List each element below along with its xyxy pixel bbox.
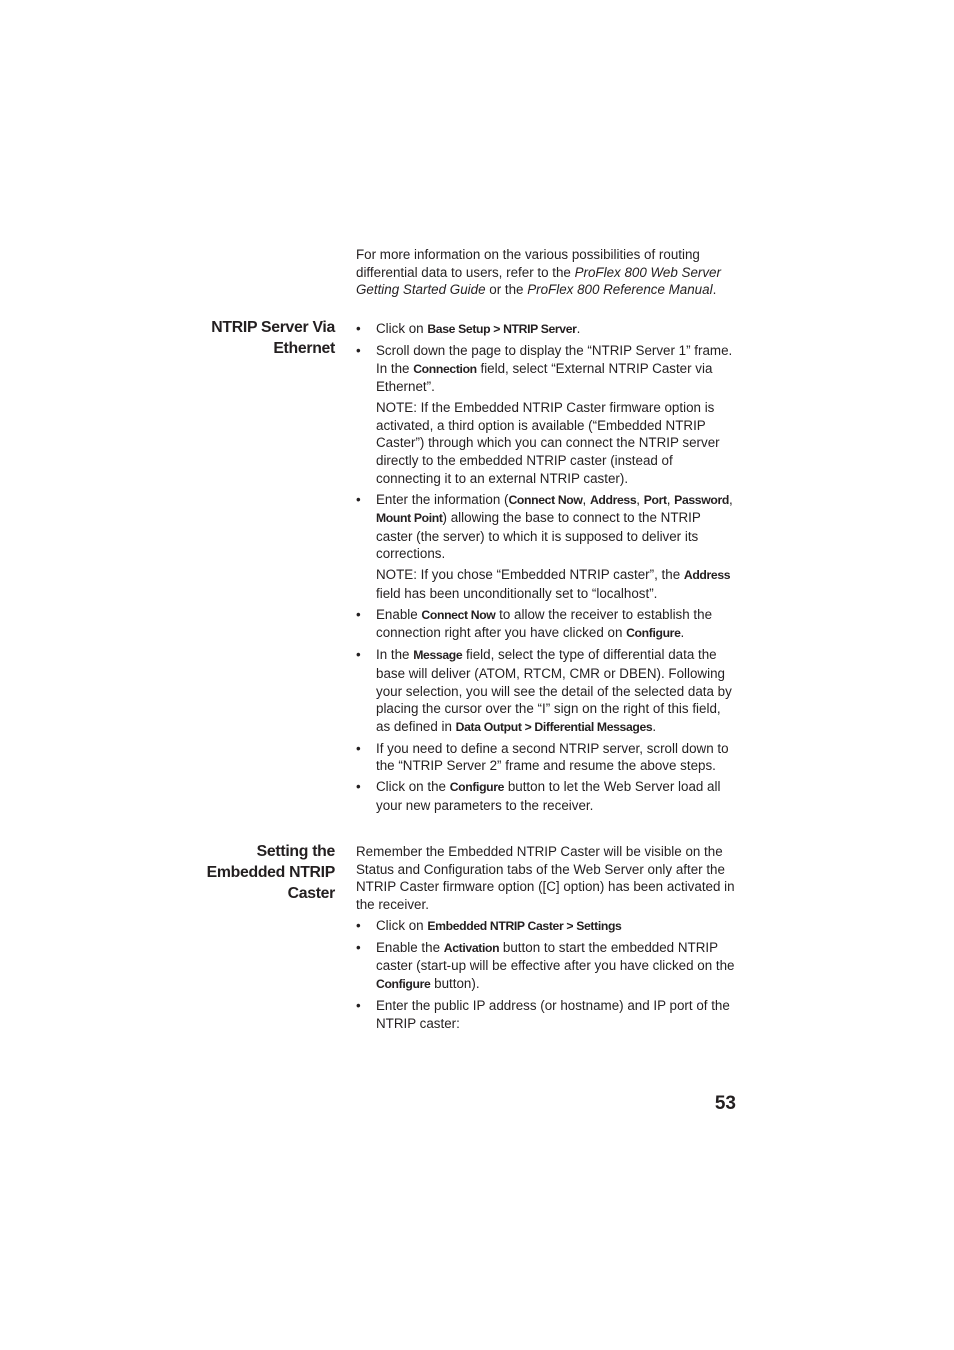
note-part: NOTE: If you chose “Embedded NTRIP caster”, the xyxy=(376,567,684,583)
step-text: button to let the Web Server load all your new parameters to the receiver. xyxy=(376,779,721,813)
ntrip-server-steps xyxy=(356,320,738,815)
section-heading-ntrip-server xyxy=(180,317,335,359)
list-item xyxy=(356,491,738,603)
step-text: field, select “External NTRIP Caster via Ethernet”. xyxy=(376,360,713,395)
step-text: field, select the type of differential data the base will deliver (ATOM, RTCM, CMR or DBEN). Following your selection, you will see the detail of the selected data by placing the cursor over the “I” sign on the right of this field, as defined in xyxy=(376,647,732,734)
button-name: Activation xyxy=(443,940,500,955)
button-name: Configure xyxy=(626,626,681,641)
step-text: Enter the public IP address (or hostname) and IP port of the NTRIP caster: xyxy=(376,997,730,1031)
menu-path: Base Setup > NTRIP Server xyxy=(427,322,577,336)
step-text: If you need to define a second NTRIP server, scroll down to the “NTRIP Server 2” frame and resume the above steps. xyxy=(376,740,729,774)
step-text: to allow the receiver to establish the connection right after you have clicked on xyxy=(376,606,713,641)
field-name: Port xyxy=(643,492,667,507)
step-text: button to start the embedded NTRIP caster (start-up will be effective after you have clicked on the xyxy=(376,939,735,974)
separator: , xyxy=(636,491,644,507)
embedded-caster-steps xyxy=(356,917,738,1032)
step-text: button). xyxy=(430,975,480,991)
step-text: Click on the xyxy=(376,779,450,795)
heading-line: Embedded NTRIP xyxy=(206,864,335,881)
section-body-ntrip-server xyxy=(356,320,738,818)
field-name: Mount Point xyxy=(376,511,443,526)
list-item xyxy=(356,646,738,736)
step-text: Enable xyxy=(376,606,422,622)
step-text: Click on xyxy=(376,321,428,336)
step-text: . xyxy=(576,321,581,336)
list-item xyxy=(356,320,738,339)
intro-text: For more information on the various possibilities of routing differential data to users, refer to the xyxy=(356,247,700,280)
step-text: Enter the information ( xyxy=(376,491,509,507)
note-text xyxy=(376,566,738,602)
section-body-embedded-caster xyxy=(356,843,738,1036)
intro-manual-title: ProFlex 800 Reference Manual xyxy=(527,282,713,298)
separator: , xyxy=(728,491,733,507)
list-item xyxy=(356,917,738,936)
note-part: field has been unconditionally set to “localhost”. xyxy=(376,585,658,601)
list-item xyxy=(356,740,738,775)
step-text: Scroll down the page to display the “NTRIP Server 1” frame. In the xyxy=(376,342,733,376)
list-item xyxy=(356,997,738,1032)
list-item xyxy=(356,342,738,487)
step-text: Enable the xyxy=(376,939,444,955)
step-text: Click on xyxy=(376,917,428,933)
step-text: . xyxy=(652,718,657,734)
list-item xyxy=(356,939,738,994)
heading-line: Ethernet xyxy=(273,340,335,357)
section-paragraph: Remember the Embedded NTRIP Caster will be visible on the Status and Configuration tabs of the Web Server only after the NTRIP Caster firmware option ([C] option) has been activated in the receiver. xyxy=(356,844,735,912)
intro-text: . xyxy=(712,282,717,298)
step-text: In the xyxy=(376,647,414,663)
separator: , xyxy=(666,491,675,507)
section-heading-embedded-caster xyxy=(180,841,335,904)
menu-path: Embedded NTRIP Caster > Settings xyxy=(427,918,622,933)
button-name: Configure xyxy=(449,780,505,795)
heading-line: Setting the xyxy=(256,843,335,860)
step-text: ) allowing the base to connect to the NTRIP caster (the server) to which it is supposed to deliver its corrections. xyxy=(376,510,701,562)
separator: , xyxy=(582,491,590,507)
field-name: Address xyxy=(683,568,731,583)
field-name: Address xyxy=(589,492,637,507)
intro-guide-title: ProFlex 800 Web Server Getting Started Guide xyxy=(356,264,721,298)
field-name: Connect Now xyxy=(421,607,496,622)
button-name: Configure xyxy=(376,976,431,991)
intro-paragraph xyxy=(356,246,738,299)
field-name: Connect Now xyxy=(508,492,583,507)
list-item xyxy=(356,778,738,814)
field-name: Message xyxy=(413,648,463,663)
page-number: 53 xyxy=(714,1093,736,1114)
field-name: Password xyxy=(674,492,729,507)
heading-line: NTRIP Server Via xyxy=(211,319,335,336)
field-name: Connection xyxy=(413,361,477,376)
step-text: . xyxy=(680,625,685,641)
intro-text: or the xyxy=(485,282,528,298)
menu-path: Data Output > Differential Messages xyxy=(455,719,653,734)
note-text: NOTE: If the Embedded NTRIP Caster firmware option is activated, a third option is available (“Embedded NTRIP Caster”) through which you can connect the NTRIP server directly to the embedded NTRIP caster (instead of connecting it to an external NTRIP caster). xyxy=(376,400,720,486)
list-item xyxy=(356,606,738,643)
heading-line: Caster xyxy=(287,885,335,902)
